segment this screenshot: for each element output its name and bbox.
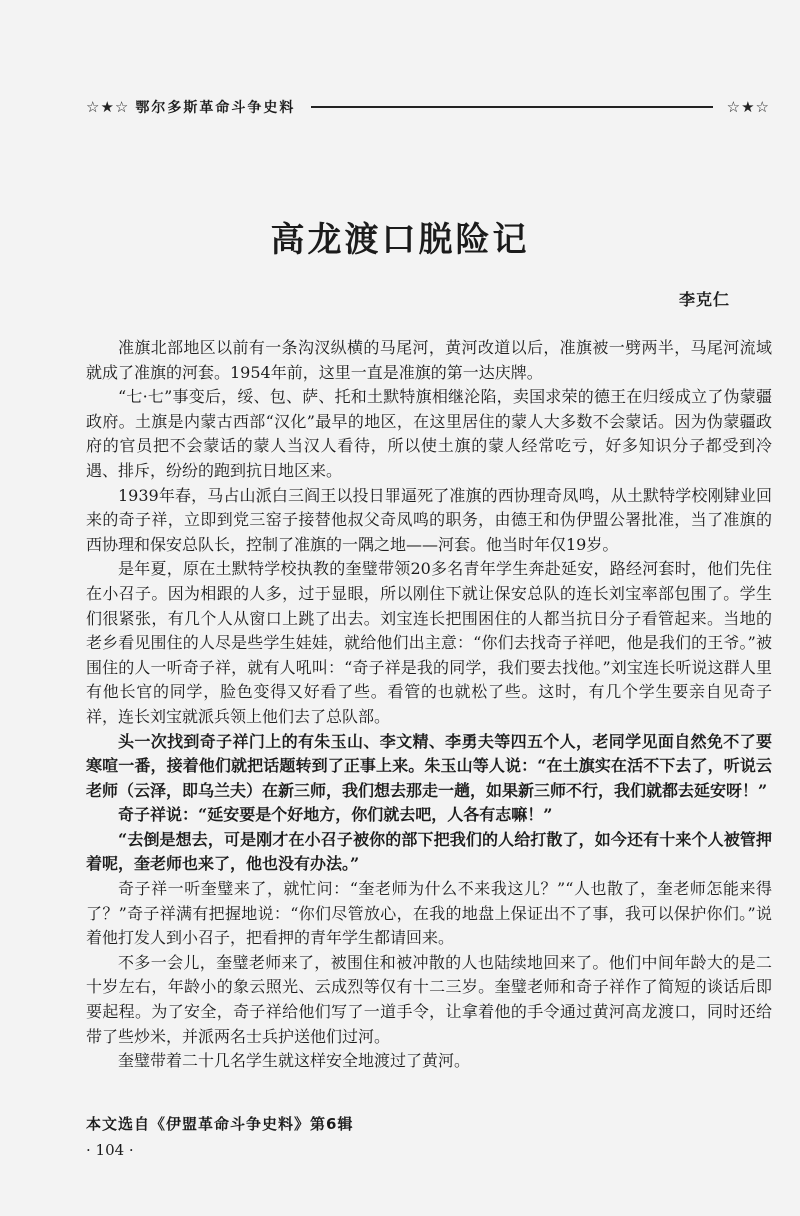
star-ornament-right-icon: ☆★☆	[726, 98, 770, 116]
paragraph: “去倒是想去，可是刚才在小召子被你的部下把我们的人给打散了，如今还有十来个人被管押着呢，奎老师也来了，他也没有办法。”	[86, 829, 772, 874]
paragraph: 准旗北部地区以前有一条沟汊纵横的马尾河，黄河改道以后，准旗被一劈两半，马尾河流域就成了准旗的河套。1954年前，这里一直是准旗的第一达庆牌。	[86, 338, 772, 382]
paragraph: 奇子祥说：“延安要是个好地方，你们就去吧，人各有志嘛！”	[118, 805, 553, 825]
paragraph: 1939年春，马占山派白三阎王以投日罪逼死了准旗的西协理奇凤鸣，从土默特学校刚肄业回来的奇子祥，立即到党三窑子接替他叔父奇凤鸣的职务，由德王和伪伊盟公署批准，当了准旗的西协理和保安总队长，控制了准旗的一隅之地——河套。他当时年仅19岁。	[86, 485, 772, 554]
star-ornament-left-icon: ☆★☆	[86, 98, 130, 116]
source-note: 本文选自《伊盟革命斗争史料》第6辑	[86, 1115, 354, 1133]
header-rule	[311, 106, 712, 108]
article-body	[86, 336, 772, 1074]
author-name: 李克仁	[678, 290, 730, 309]
paragraph: 不多一会儿，奎璧老师来了，被围住和被冲散的人也陆续地回来了。他们中间年龄大的是二十岁左右，年龄小的象云照光、云成烈等仅有十二三岁。奎璧老师和奇子祥作了简短的谈话后即要起程。为了安全，奇子祥给他们写了一道手令，让拿着他的手令通过黄河高龙渡口，同时还给带了些炒米，并派两名士兵护送他们过河。	[86, 952, 772, 1046]
paragraph: 是年夏，原在土默特学校执教的奎璧带领20多名青年学生奔赴延安，路经河套时，他们先住在小召子。因为相跟的人多，过于显眼，所以刚住下就让保安总队的连长刘宝率部包围了。学生们很紧张，有几个人从窗口上跳了出去。刘宝连长把围困住的人都当抗日分子看管起来。当地的老乡看见围住的人尽是些学生娃娃，就给他们出主意：“你们去找奇子祥吧，他是我们的王爷。”被围住的人一听奇子祥，就有人吼叫：“奇子祥是我的同学，我们要去找他。”刘宝连长听说这群人里有他长官的同学，脸色变得又好看了些。看管的也就松了些。这时，有几个学生要亲自见奇子祥，连长刘宝就派兵领上他们去了总队部。	[86, 559, 772, 726]
paragraph: “七·七”事变后，绥、包、萨、托和土默特旗相继沦陷，卖国求荣的德王在归绥成立了伪蒙疆政府。土旗是内蒙古西部“汉化”最早的地区，在这里居住的蒙人大多数不会蒙话。因为伪蒙疆政府的官员把不会蒙话的蒙人当汉人看待，所以使土旗的蒙人经常吃亏，好多知识分子都受到冷遇、排斥，纷纷的跑到抗日地区来。	[86, 387, 772, 480]
paragraph: 奎璧带着二十几名学生就这样安全地渡过了黄河。	[118, 1051, 471, 1071]
paragraph: 头一次找到奇子祥门上的有朱玉山、李文精、李勇夫等四五个人，老同学见面自然免不了要寒喧一番，接着他们就把话题转到了正事上来。朱玉山等人说：“在土旗实在活不下去了，听说云老师（云泽，即乌兰夫）在新三师，我们想去那走一趟，如果新三师不行，我们就都去延安呀！”	[86, 731, 772, 800]
page-number: · 104 ·	[86, 1141, 134, 1159]
running-header	[86, 94, 770, 120]
article-title: 高龙渡口脱险记	[270, 220, 530, 260]
series-title: 鄂尔多斯革命斗争史料	[135, 100, 296, 116]
paragraph: 奇子祥一听奎璧来了，就忙问：“奎老师为什么不来我这儿？”“人也散了，奎老师怎能来得了？”奇子祥满有把握地说：“你们尽管放心，在我的地盘上保证出不了事，我可以保护你们。”说着他打发人到小召子，把看押的青年学生都请回来。	[86, 879, 772, 948]
